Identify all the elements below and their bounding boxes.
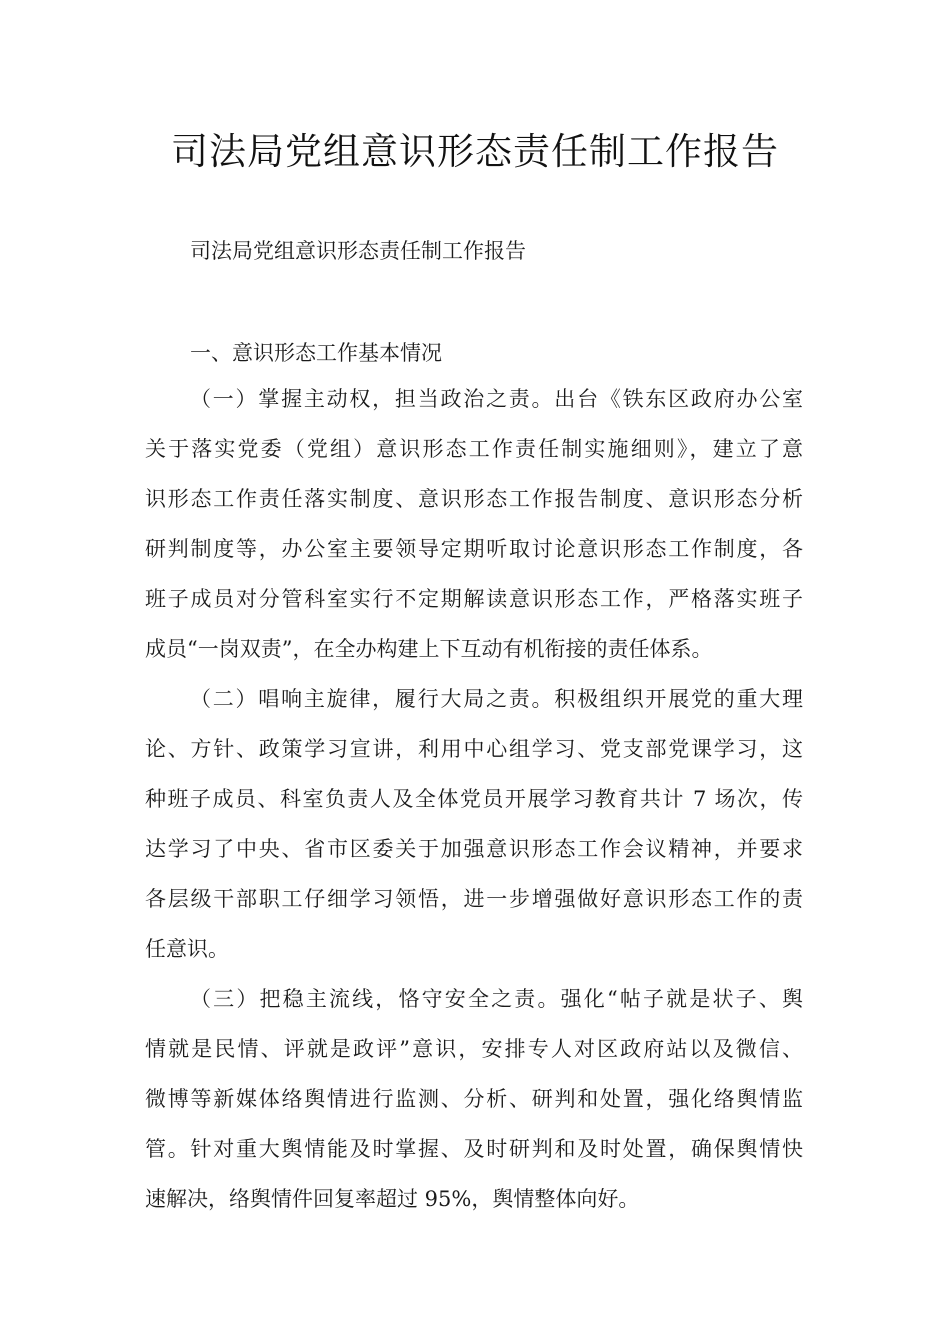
paragraph-line: 班子成员对分管科室实行不定期解读意识形态工作，严格落实班子 — [145, 587, 803, 611]
paragraph-line: 微博等新媒体络舆情进行监测、分析、研判和处置，强化络舆情监 — [145, 1087, 803, 1111]
document-title: 司法局党组意识形态责任制工作报告 — [171, 130, 779, 173]
paragraph-line: 管。针对重大舆情能及时掌握、及时研判和及时处置，确保舆情快 — [145, 1137, 803, 1161]
paragraph-line: 研判制度等，办公室主要领导定期听取讨论意识形态工作制度，各 — [145, 537, 803, 561]
paragraph-line: 成员“一岗双责”，在全办构建上下互动有机衔接的责任体系。 — [145, 637, 713, 661]
paragraph-line: 关于落实党委（党组）意识形态工作责任制实施细则》，建立了意 — [145, 437, 803, 461]
document-subtitle: 司法局党组意识形态责任制工作报告 — [190, 239, 526, 263]
paragraph-line: 论、方针、政策学习宣讲，利用中心组学习、党支部党课学习，这 — [145, 737, 803, 761]
paragraph-line: 识形态工作责任落实制度、意识形态工作报告制度、意识形态分析 — [145, 487, 803, 511]
paragraph-line: 情就是民情、评就是政评”意识，安排专人对区政府站以及微信、 — [145, 1037, 803, 1061]
paragraph-line: 各层级干部职工仔细学习领悟，进一步增强做好意识形态工作的责 — [145, 887, 803, 911]
paragraph-line: （二）唱响主旋律，履行大局之责。积极组织开展党的重大理 — [190, 687, 803, 711]
section-heading: 一、意识形态工作基本情况 — [190, 341, 442, 365]
paragraph-line: （一）掌握主动权，担当政治之责。出台《铁东区政府办公室 — [190, 387, 803, 411]
paragraph-line: 种班子成员、科室负责人及全体党员开展学习教育共计 7 场次，传 — [145, 787, 803, 811]
paragraph-line: （三）把稳主流线，恪守安全之责。强化“帖子就是状子、舆 — [190, 987, 803, 1011]
paragraph-line: 达学习了中央、省市区委关于加强意识形态工作会议精神，并要求 — [145, 837, 803, 861]
paragraph-line: 速解决，络舆情件回复率超过 95%，舆情整体向好。 — [145, 1187, 640, 1211]
paragraph-line: 任意识。 — [145, 937, 229, 961]
